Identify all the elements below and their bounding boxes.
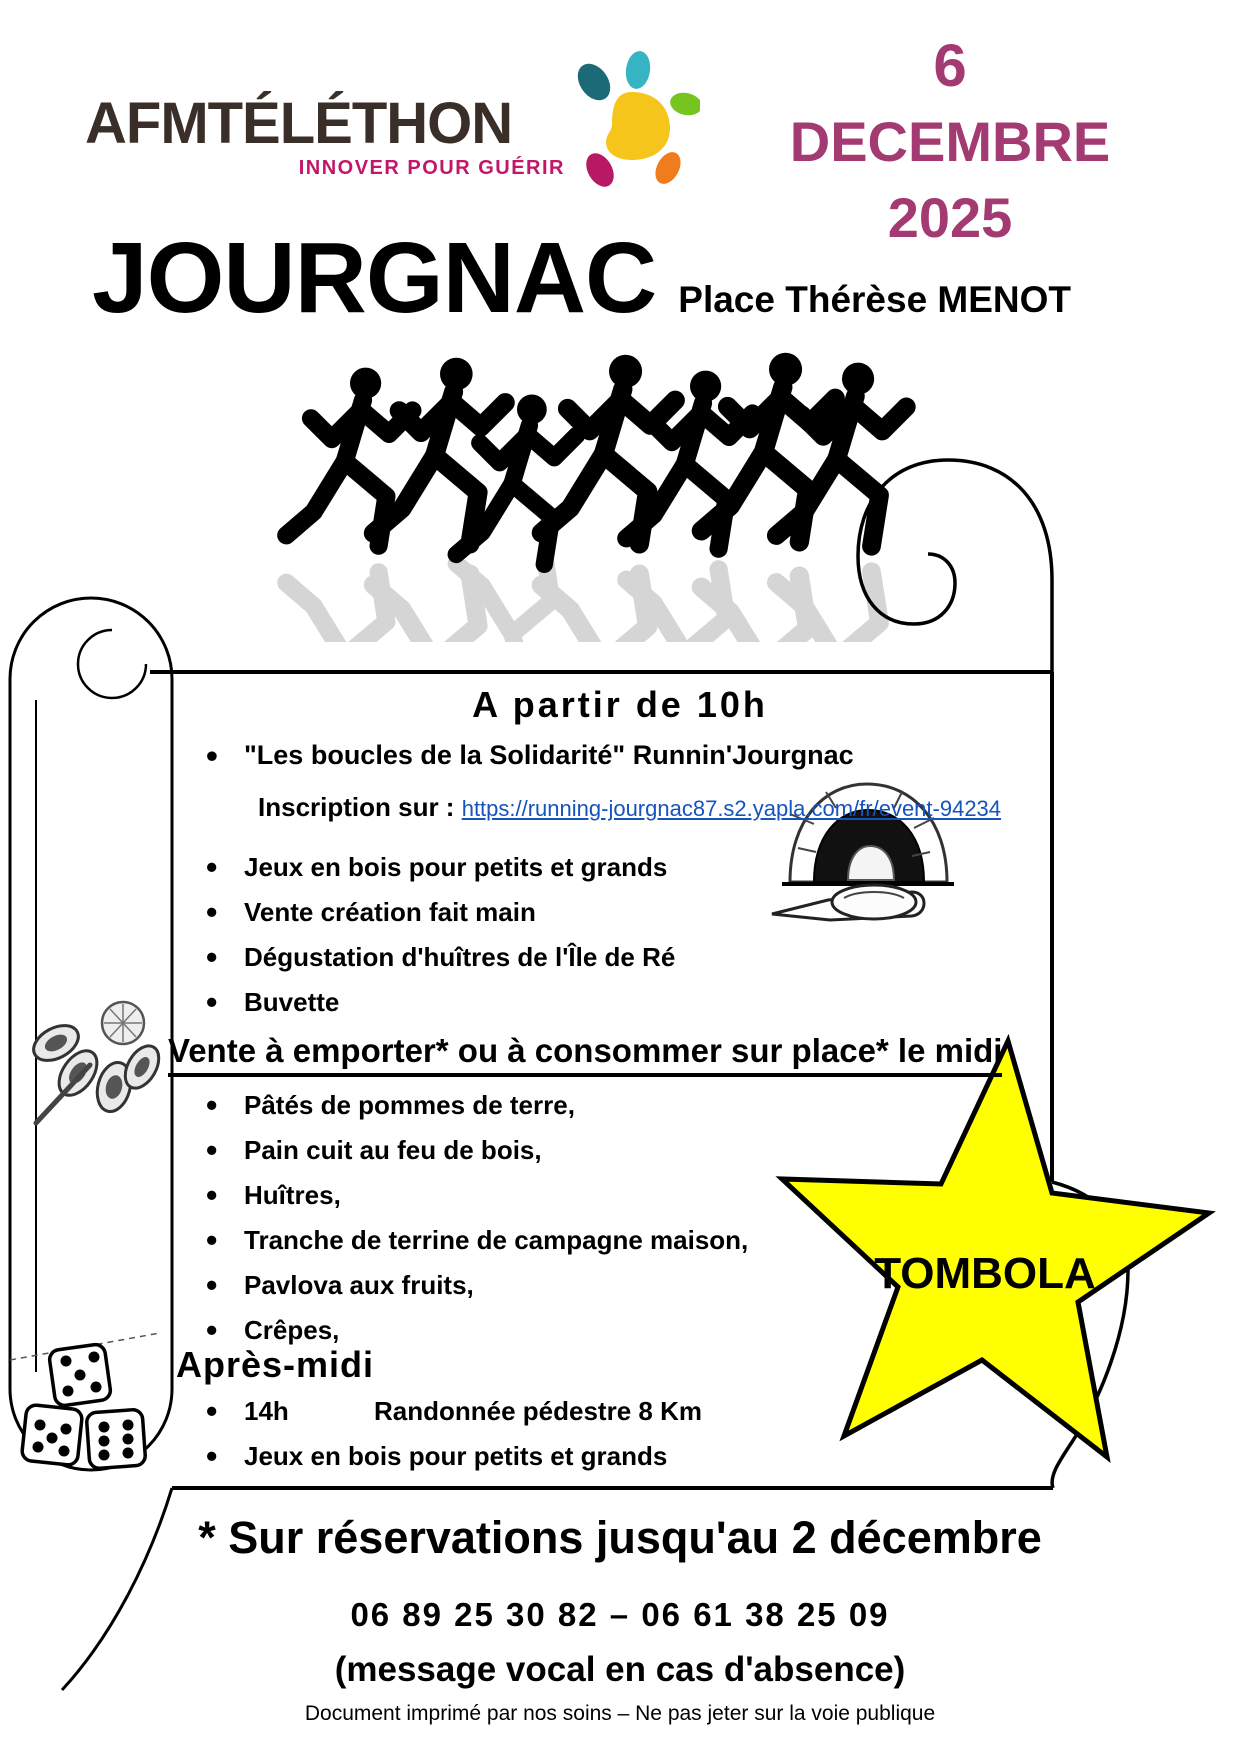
- list-item: • Huîtres,: [200, 1180, 840, 1211]
- list-item: • Crêpes,: [200, 1315, 840, 1346]
- list-item: • Tranche de terrine de campagne maison,: [200, 1225, 840, 1256]
- list-item: • Pain cuit au feu de bois,: [200, 1135, 840, 1166]
- activity-time: 14h: [244, 1396, 289, 1426]
- list-item: • Vente création fait main: [200, 897, 840, 928]
- list-item: • Pâtés de pommes de terre,: [200, 1090, 840, 1121]
- list-item: • Dégustation d'huîtres de l'Île de Ré: [200, 942, 840, 973]
- list-item: • Pavlova aux fruits,: [200, 1270, 840, 1301]
- sale-heading: Vente à emporter* ou à consommer sur place* le midi: [168, 1032, 1002, 1077]
- logo-tagline: INNOVER POUR GUÉRIR: [298, 157, 565, 179]
- list-item: [200, 1396, 900, 1427]
- page-subtitle: Place Thérèse MENOT: [678, 279, 1072, 320]
- dice-image: [10, 1315, 160, 1485]
- print-note: Document imprimé par nos soins – Ne pas jeter sur la voie publique: [304, 1702, 936, 1725]
- logo-wordmark: AFMTÉLÉTHON: [85, 91, 513, 156]
- list-item: • Jeux en bois pour petits et grands: [200, 1441, 900, 1472]
- morning-list: [200, 852, 840, 1032]
- event-date-day: 6: [933, 32, 967, 99]
- voicemail-note: (message vocal en cas d'absence): [334, 1650, 906, 1689]
- sale-list: [200, 1090, 840, 1360]
- phone-numbers: 06 89 25 30 82 – 06 61 38 25 09: [350, 1596, 890, 1633]
- afternoon-heading: Après-midi: [176, 1344, 375, 1385]
- reservation-note: * Sur réservations jusqu'au 2 décembre: [198, 1512, 1042, 1563]
- event-date-year: 2025: [887, 186, 1013, 249]
- inscription-label: Inscription sur :: [258, 792, 455, 822]
- race-item: • "Les boucles de la Solidarité" Runnin'Jourgnac: [200, 740, 1240, 771]
- inscription-link[interactable]: https://running-jourgnac87.s2.yapla.com/fr/event-94234: [461, 796, 1002, 821]
- activity-label: Randonnée pédestre 8 Km: [374, 1396, 702, 1426]
- morning-heading: A partir de 10h: [472, 684, 768, 725]
- afternoon-list: [200, 1396, 900, 1486]
- inscription-line: [258, 792, 1001, 823]
- list-item: • Jeux en bois pour petits et grands: [200, 852, 840, 883]
- page-title: JOURGNAC: [92, 222, 657, 334]
- event-date-month: DECEMBRE: [789, 110, 1111, 173]
- tombola-label: TOMBOLA: [874, 1249, 1096, 1298]
- list-item: • Buvette: [200, 987, 840, 1018]
